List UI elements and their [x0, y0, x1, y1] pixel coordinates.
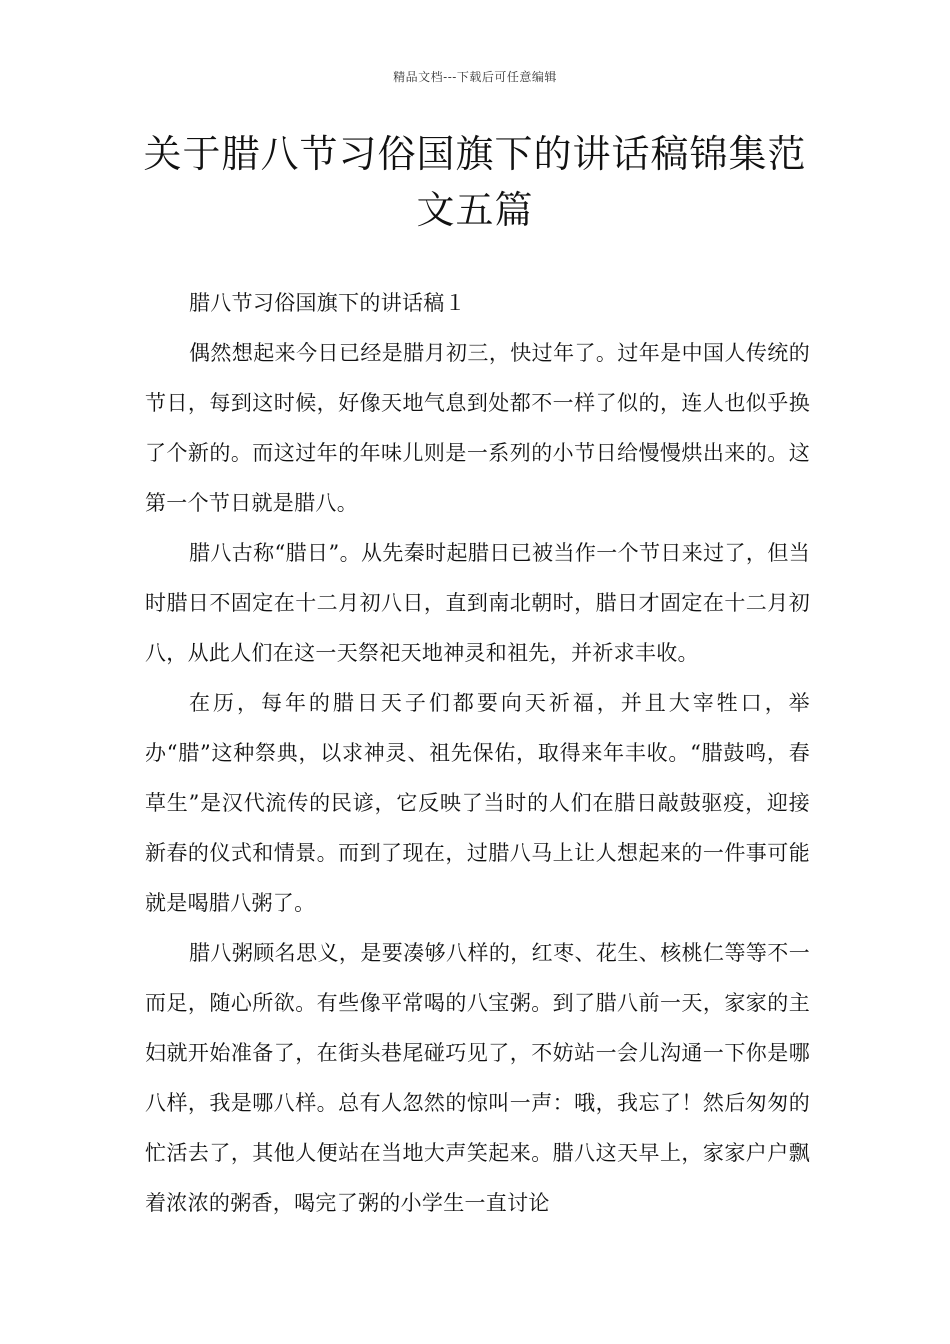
paragraph: 腊八粥顾名思义，是要凑够八样的，红枣、花生、核桃仁等等不一而足，随心所欲。有些像平常喝的八宝粥。到了腊八前一天，家家的主妇就开始准备了，在街头巷尾碰巧见了，不妨站一会儿沟通一下你是哪八样，我是哪八样。总有人忽然的惊叫一声：哦，我忘了！然后匆匆的忙活去了，其他人便站在当地大声笑起来。腊八这天早上，家家户户飘着浓浓的粥香，喝完了粥的小学生一直讨论	[145, 941, 810, 1215]
paragraph: 偶然想起来今日已经是腊月初三，快过年了。过年是中国人传统的节日，每到这时候，好像天地气息到处都不一样了似的，连人也似乎换了个新的。而这过年的年味儿则是一系列的小节日给慢慢烘出来的。这第一个节日就是腊八。	[145, 341, 810, 515]
paragraph: 腊八古称“腊日”。从先秦时起腊日已被当作一个节日来过了，但当时腊日不固定在十二月初八日，直到南北朝时，腊日才固定在十二月初八，从此人们在这一天祭祀天地神灵和祖先，并祈求丰收。	[145, 541, 810, 665]
paragraph: 在历，每年的腊日天子们都要向天祈福，并且大宰牲口，举办“腊”这种祭典，以求神灵、祖先保佑，取得来年丰收。“腊鼓鸣，春草生”是汉代流传的民谚，它反映了当时的人们在腊日敲鼓驱疫，迎接新春的仪式和情景。而到了现在，过腊八马上让人想起来的一件事可能就是喝腊八粥了。	[145, 691, 810, 915]
section-subtitle: 腊八节习俗国旗下的讲话稿１	[189, 291, 466, 315]
header-note: 精品文档---下载后可任意编辑	[393, 70, 557, 84]
document-title: 关于腊八节习俗国旗下的讲话稿锦集范文五篇	[143, 132, 807, 232]
document-body	[145, 278, 810, 1228]
